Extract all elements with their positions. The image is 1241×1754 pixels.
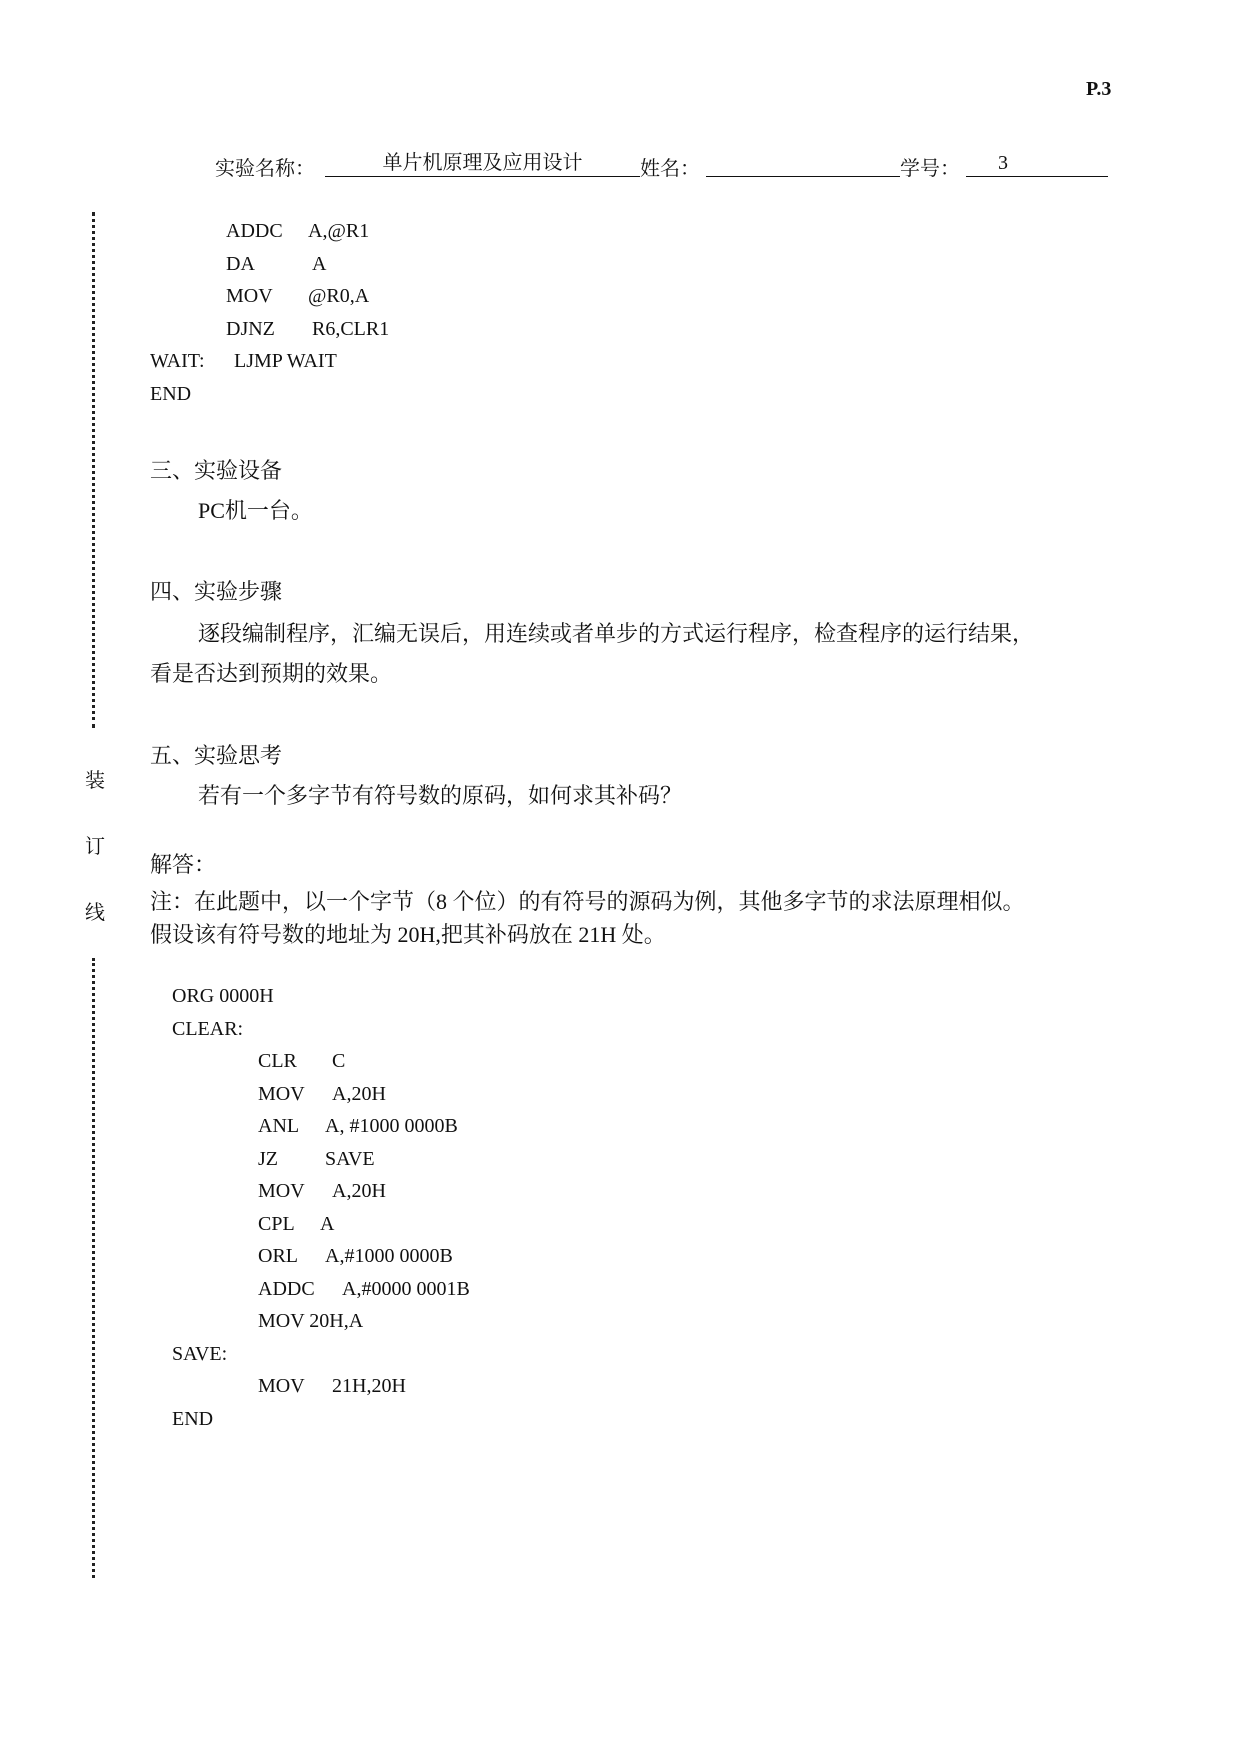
student-id-label: 学号： xyxy=(900,158,960,180)
code-label: ORG 0000H xyxy=(172,985,274,1007)
code-line xyxy=(150,378,389,411)
code-line xyxy=(150,215,389,248)
student-name-label: 姓名： xyxy=(640,158,700,180)
code-label xyxy=(172,1273,258,1306)
experiment-name-label: 实验名称： xyxy=(215,158,315,180)
code-label xyxy=(172,1305,258,1338)
code-label xyxy=(172,1370,258,1403)
code-op: DJNZ xyxy=(226,317,275,340)
code-line xyxy=(150,345,389,378)
code-op: MOV xyxy=(258,1375,305,1397)
section-3-body: PC机一台。 xyxy=(198,498,313,523)
binding-dotted-line-bottom xyxy=(92,958,95,1578)
answer-note-line1: 注：在此题中，以一个字节（8 个位）的有符号的源码为例，其他多字节的求法原理相似。 xyxy=(150,889,1025,914)
code-label xyxy=(150,215,226,248)
code-line xyxy=(172,1240,470,1273)
code-line xyxy=(150,313,389,346)
code-arg: SAVE xyxy=(325,1147,375,1170)
code-line xyxy=(172,1110,470,1143)
experiment-name-value: 单片机原理及应用设计 xyxy=(382,152,583,174)
code-op: ADDC xyxy=(226,220,283,242)
code-arg: @R0,A xyxy=(308,285,370,307)
code-line xyxy=(150,280,389,313)
page-number: P.3 xyxy=(1086,78,1112,100)
code-op: LJMP WAIT xyxy=(234,350,337,372)
code-label xyxy=(172,1208,258,1241)
code-line xyxy=(172,1338,470,1371)
code-line xyxy=(172,980,470,1013)
code-arg: C xyxy=(332,1050,346,1072)
code-line xyxy=(172,1045,470,1078)
code-arg: A,#0000 0001B xyxy=(342,1277,470,1300)
code-op: MOV xyxy=(258,1082,305,1105)
section-5-question: 若有一个多字节有符号数的原码，如何求其补码？ xyxy=(198,783,683,808)
code-label xyxy=(172,1175,258,1208)
code-op: ORL xyxy=(258,1245,298,1267)
code-arg: A,20H xyxy=(332,1180,386,1202)
code-op: MOV xyxy=(226,285,273,307)
code-arg: A xyxy=(320,1212,335,1235)
code-label: END xyxy=(150,382,192,405)
code-arg: A,20H xyxy=(332,1082,386,1105)
code-label: END xyxy=(172,1407,214,1430)
code-label xyxy=(172,1143,258,1176)
code-label xyxy=(172,1240,258,1273)
code-label: WAIT: xyxy=(150,350,205,372)
code-line xyxy=(172,1273,470,1306)
code-arg: A, #1000 0000B xyxy=(325,1115,458,1137)
experiment-name-field xyxy=(325,150,640,177)
binding-char-2: 订 xyxy=(85,836,105,858)
code-label xyxy=(172,1045,258,1078)
code-label xyxy=(150,280,226,313)
code-block-2 xyxy=(172,980,470,1435)
code-line xyxy=(172,1305,470,1338)
code-block-1 xyxy=(150,215,389,410)
binding-dotted-line-top xyxy=(92,212,95,728)
code-label: SAVE: xyxy=(172,1342,228,1365)
code-line xyxy=(172,1013,470,1046)
section-4-title: 四、实验步骤 xyxy=(150,579,283,604)
student-name-field xyxy=(706,150,900,177)
code-op: JZ xyxy=(258,1147,278,1170)
code-op: ADDC xyxy=(258,1277,315,1300)
code-label: CLEAR: xyxy=(172,1017,244,1040)
binding-char-3: 线 xyxy=(85,902,105,924)
code-label xyxy=(172,1110,258,1143)
section-4-body-line1: 逐段编制程序，汇编无误后，用连续或者单步的方式运行程序，检查程序的运行结果， xyxy=(198,621,1035,646)
code-op: DA xyxy=(226,252,255,275)
student-id-value: 3 xyxy=(998,152,1008,174)
section-5-title: 五、实验思考 xyxy=(150,743,283,768)
code-line xyxy=(172,1208,470,1241)
code-label xyxy=(150,248,226,281)
binding-char-1: 装 xyxy=(85,770,105,792)
code-op: MOV 20H,A xyxy=(258,1310,364,1332)
code-line xyxy=(172,1175,470,1208)
code-arg: A xyxy=(312,252,327,275)
code-arg: A,@R1 xyxy=(308,220,370,242)
code-label xyxy=(172,1078,258,1111)
code-arg: R6,CLR1 xyxy=(312,317,390,340)
code-op: MOV xyxy=(258,1180,305,1202)
code-arg: A,#1000 0000B xyxy=(325,1245,453,1267)
code-arg: 21H,20H xyxy=(332,1375,406,1397)
code-label xyxy=(150,313,226,346)
code-line xyxy=(172,1370,470,1403)
answer-label: 解答： xyxy=(150,852,217,877)
code-op: ANL xyxy=(258,1115,300,1137)
code-line xyxy=(172,1078,470,1111)
section-4-body-line2: 看是否达到预期的效果。 xyxy=(150,661,393,686)
code-op: CPL xyxy=(258,1212,295,1235)
code-line xyxy=(150,248,389,281)
code-line xyxy=(172,1143,470,1176)
answer-note-line2: 假设该有符号数的地址为 20H,把其补码放在 21H 处。 xyxy=(150,922,666,947)
code-line xyxy=(172,1403,470,1436)
section-3-title: 三、实验设备 xyxy=(150,458,283,483)
code-op: CLR xyxy=(258,1050,297,1072)
student-id-field xyxy=(966,150,1108,177)
